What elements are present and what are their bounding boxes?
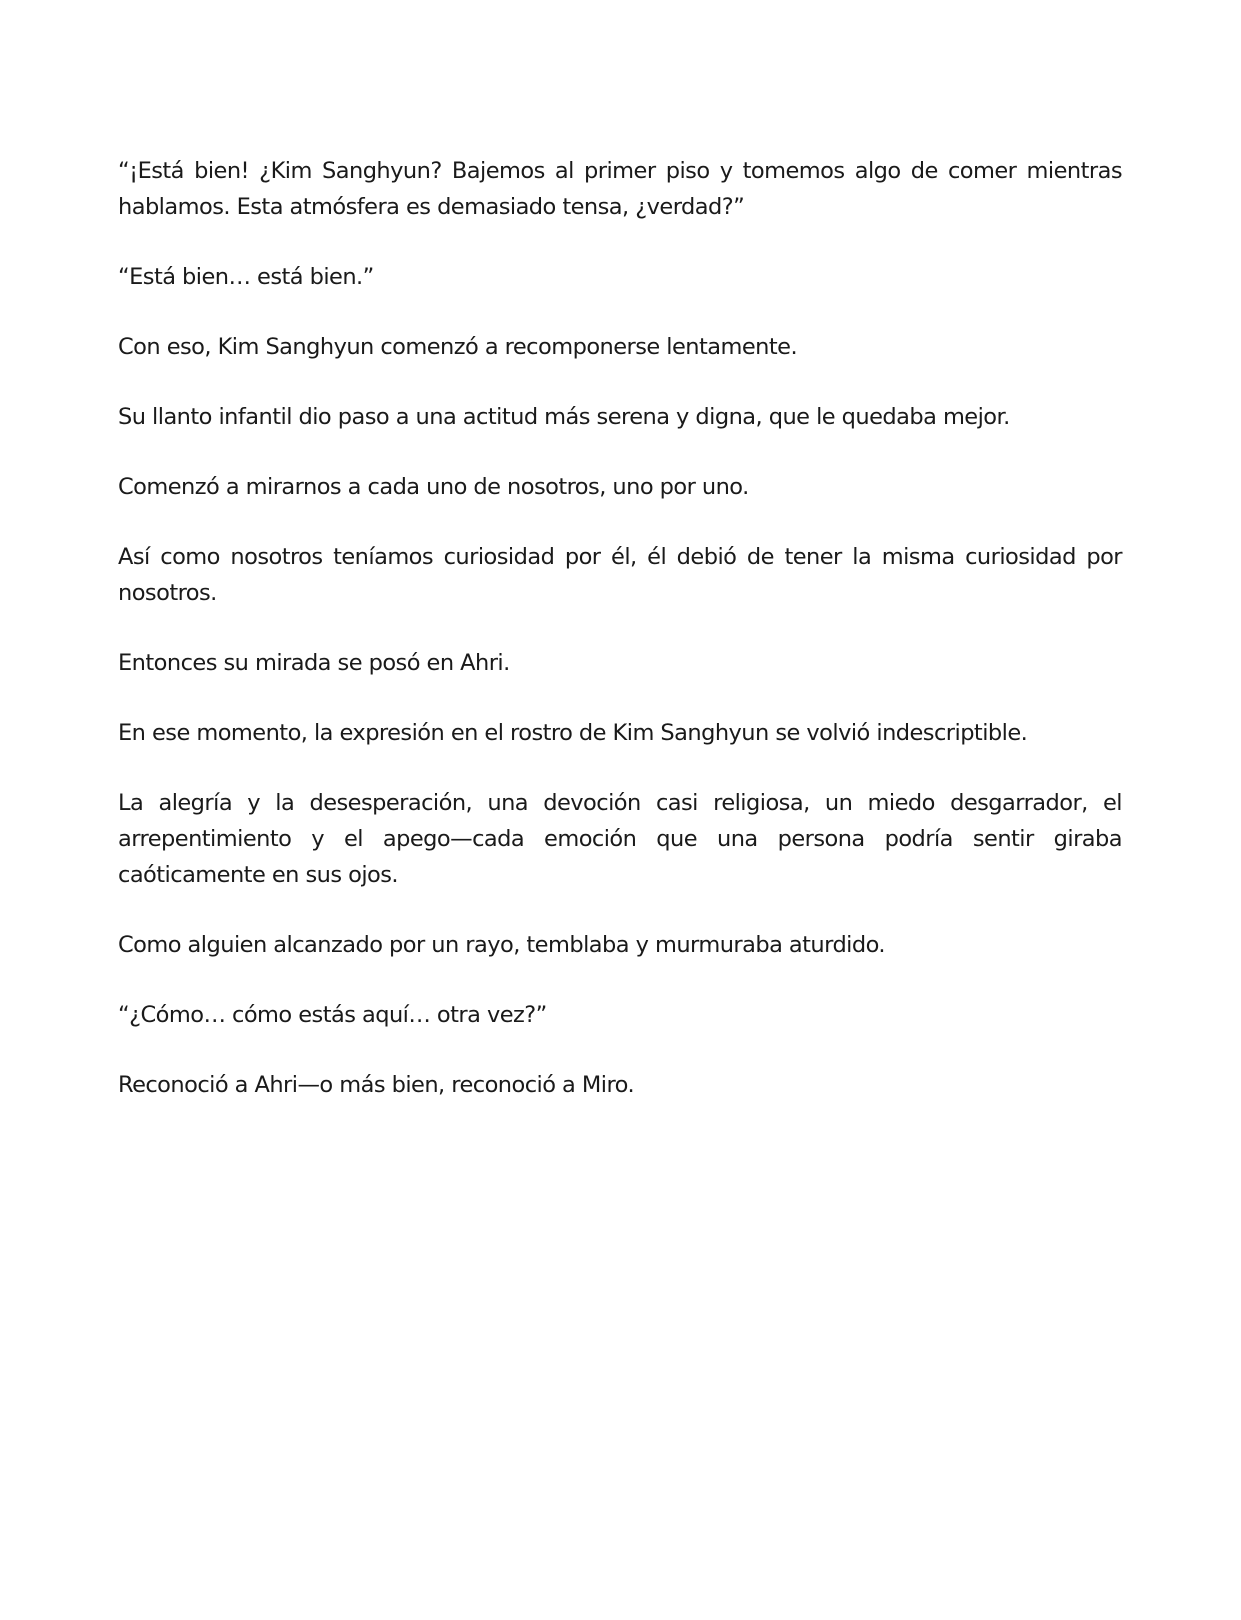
paragraph-7: Entonces su mirada se posó en Ahri. xyxy=(118,650,510,676)
paragraph-4: Su llanto infantil dio paso a una actitud más serena y digna, que le quedaba mejor. xyxy=(118,404,1010,430)
document-body xyxy=(118,153,1122,1137)
paragraph-5: Comenzó a mirarnos a cada uno de nosotros, uno por uno. xyxy=(118,474,749,500)
paragraph-8: En ese momento, la expresión en el rostro de Kim Sanghyun se volvió indescriptible. xyxy=(118,720,1028,746)
paragraph-1: “¡Está bien! ¿Kim Sanghyun? Bajemos al primer piso y tomemos algo de comer mientras hablamos. Esta atmósfera es demasiado tensa, ¿verdad?” xyxy=(118,158,1122,220)
paragraph-12: Reconoció a Ahri—o más bien, reconoció a Miro. xyxy=(118,1072,635,1098)
paragraph-9: La alegría y la desesperación, una devoción casi religiosa, un miedo desgarrador, el arrepentimiento y el apego—cada emoción que una persona podría sentir giraba caóticamente en sus ojos. xyxy=(118,790,1122,888)
paragraph-10: Como alguien alcanzado por un rayo, temblaba y murmuraba aturdido. xyxy=(118,932,886,958)
paragraph-3: Con eso, Kim Sanghyun comenzó a recomponerse lentamente. xyxy=(118,334,798,360)
paragraph-2: “Está bien… está bien.” xyxy=(118,264,374,290)
paragraph-6: Así como nosotros teníamos curiosidad por él, él debió de tener la misma curiosidad por nosotros. xyxy=(118,544,1122,606)
paragraph-11: “¿Cómo… cómo estás aquí… otra vez?” xyxy=(118,1002,547,1028)
